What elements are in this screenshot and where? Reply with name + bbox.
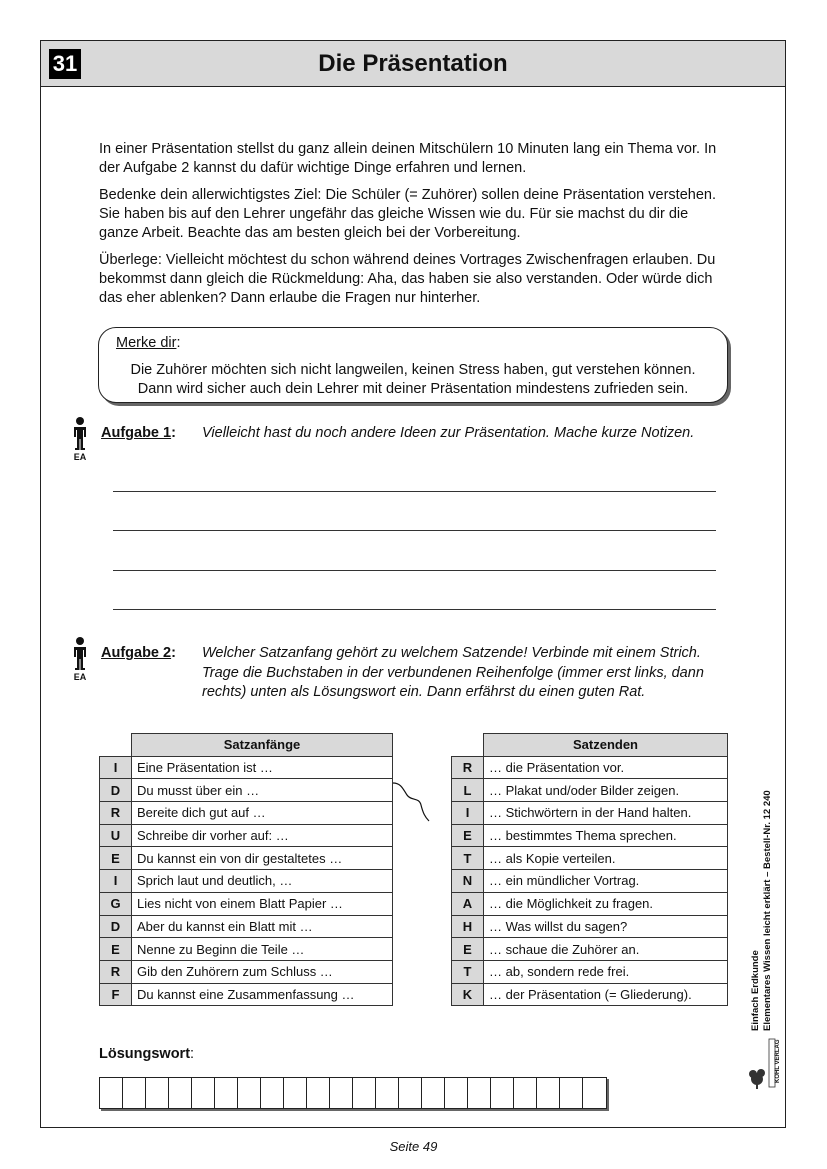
writing-line[interactable]: [113, 530, 716, 531]
table-row: [100, 983, 393, 1006]
row-text: Du musst über ein …: [132, 779, 393, 802]
solution-letter-box[interactable]: [238, 1078, 261, 1108]
solution-letter-box[interactable]: [192, 1078, 215, 1108]
table-row: [452, 960, 728, 983]
table-row: [100, 802, 393, 825]
intro-paragraph-1: In einer Präsentation stellst du ganz allein deinen Mitschülern 10 Minuten lang ein Thema vor. In der Aufgabe 2 kannst du dafür wichtige Dinge erfahren und lernen.: [99, 141, 717, 176]
row-text: Aber du kannst ein Blatt mit …: [132, 915, 393, 938]
table-row: [452, 847, 728, 870]
ea-badge: EA: [73, 672, 87, 682]
row-letter: I: [100, 870, 132, 893]
row-text: Schreibe dir vorher auf: …: [132, 824, 393, 847]
merke-colon: :: [176, 335, 181, 351]
row-text: … bestimmtes Thema sprechen.: [484, 824, 728, 847]
row-text: … ein mündlicher Vortrag.: [484, 870, 728, 893]
task2-label-colon: :: [171, 645, 176, 661]
row-text: Du kannst ein von dir gestaltetes …: [132, 847, 393, 870]
person-icon: [70, 636, 90, 682]
row-text: … Plakat und/oder Bilder zeigen.: [484, 779, 728, 802]
merke-heading: [116, 335, 180, 351]
solution-letter-box[interactable]: [261, 1078, 284, 1108]
side-line-2: Elementares Wissen leicht erklärt – Bestell-Nr. 12 240: [762, 790, 773, 1031]
solution-letter-box[interactable]: [560, 1078, 583, 1108]
row-text: Nenne zu Beginn die Teile …: [132, 938, 393, 961]
row-text: … als Kopie verteilen.: [484, 847, 728, 870]
solution-letter-box[interactable]: [100, 1078, 123, 1108]
table-header-row: [100, 734, 393, 757]
task2-text: Welcher Satzanfang gehört zu welchem Satzende! Verbinde mit einem Strich. Trage die Buchstaben in der verbundenen Reihenfolge (immer erst links, dann rechts) unten als Lösungswort ein. Dann erfährst du einen guten Rat.: [202, 645, 704, 700]
solution-boxes: [99, 1077, 607, 1109]
intro-paragraph-3: Überlege: Vielleicht möchtest du schon während deines Vortrages Zwischenfragen erlauben. Du bekommst dann gleich die Rückmeldung: Aha, das haben sie also verstanden. Oder würde dich das eher ablenken? Dann erlaube die Fragen nur hinterher.: [99, 252, 716, 306]
solution-letter-box[interactable]: [491, 1078, 514, 1108]
intro-paragraph-2: Bedenke dein allerwichtigstes Ziel: Die Schüler (= Zuhörer) sollen deine Präsentation verstehen. Sie haben bis auf den Lehrer ungefähr das gleiche Wissen wie du. Für sie machst du dir die ganze Arbeit. Beachte das am besten gleich bei der Vorbereitung.: [99, 187, 716, 241]
task1-text: Vielleicht hast du noch andere Ideen zur Präsentation. Mache kurze Notizen.: [202, 425, 695, 441]
solution-letter-box[interactable]: [537, 1078, 560, 1108]
page-footer: Seite 49: [389, 1139, 438, 1154]
row-text: … ab, sondern rede frei.: [484, 960, 728, 983]
solution-label-colon: :: [190, 1046, 195, 1062]
ea-badge: EA: [73, 452, 87, 462]
row-text: … Stichwörtern in der Hand halten.: [484, 802, 728, 825]
publisher-name: KOHL VERLAG: [775, 1039, 781, 1083]
tree-logo-icon: [745, 1035, 779, 1091]
row-text: … schaue die Zuhörer an.: [484, 938, 728, 961]
example-connection-line: [393, 779, 433, 824]
table-row: [452, 938, 728, 961]
row-text: Lies nicht von einem Blatt Papier …: [132, 892, 393, 915]
solution-letter-box[interactable]: [169, 1078, 192, 1108]
table-row: [452, 824, 728, 847]
table-row: [100, 824, 393, 847]
table-row: [100, 756, 393, 779]
row-letter: A: [452, 892, 484, 915]
table-header: Satzenden: [484, 734, 728, 757]
row-letter: L: [452, 779, 484, 802]
row-text: Eine Präsentation ist …: [132, 756, 393, 779]
table-row: [452, 779, 728, 802]
row-letter: E: [452, 824, 484, 847]
solution-letter-box[interactable]: [353, 1078, 376, 1108]
row-letter: K: [452, 983, 484, 1006]
task1-label-colon: :: [171, 425, 176, 441]
table-row: [452, 870, 728, 893]
publisher-logo: [745, 1035, 779, 1091]
table-row: [100, 847, 393, 870]
row-letter: I: [100, 756, 132, 779]
writing-line[interactable]: [113, 609, 716, 610]
table-row: [452, 892, 728, 915]
solution-letter-box[interactable]: [583, 1078, 606, 1108]
table-row: [452, 983, 728, 1006]
table-row: [452, 802, 728, 825]
table-row: [100, 870, 393, 893]
row-text: … die Präsentation vor.: [484, 756, 728, 779]
writing-line[interactable]: [113, 570, 716, 571]
table-row: [100, 915, 393, 938]
table-header: Satzanfänge: [132, 734, 393, 757]
merke-line-1: Die Zuhörer möchten sich nicht langweilen, keinen Stress haben, gut verstehen können.: [130, 362, 696, 378]
solution-label-text: Lösungswort: [99, 1046, 191, 1062]
row-text: … der Präsentation (= Gliederung).: [484, 983, 728, 1006]
solution-letter-box[interactable]: [146, 1078, 169, 1108]
task2-label-text: Aufgabe 2: [101, 645, 172, 661]
row-text: Gib den Zuhörern zum Schluss …: [132, 960, 393, 983]
row-letter: D: [100, 915, 132, 938]
solution-letter-box[interactable]: [468, 1078, 491, 1108]
merke-title: Merke dir: [116, 335, 177, 351]
row-text: Du kannst eine Zusammenfassung …: [132, 983, 393, 1006]
solution-letter-box[interactable]: [422, 1078, 445, 1108]
row-letter: E: [100, 938, 132, 961]
table-row: [452, 915, 728, 938]
side-line-1: Einfach Erdkunde: [750, 950, 761, 1031]
satzenden-table: [451, 733, 728, 1006]
row-letter: U: [100, 824, 132, 847]
task1-label: [101, 425, 176, 441]
table-header-row: [452, 734, 728, 757]
task1-label-text: Aufgabe 1: [101, 425, 172, 441]
worksheet-frame: [40, 40, 786, 1128]
solution-label: [99, 1046, 194, 1062]
row-letter: I: [452, 802, 484, 825]
table-row: [100, 779, 393, 802]
page-title: Die Präsentation: [318, 50, 508, 77]
table-row: [100, 960, 393, 983]
solution-letter-box[interactable]: [284, 1078, 307, 1108]
row-letter: T: [452, 847, 484, 870]
student-figure-icon: [70, 416, 90, 454]
row-letter: R: [100, 960, 132, 983]
row-letter: H: [452, 915, 484, 938]
satzanfaenge-table: [99, 733, 393, 1006]
row-letter: E: [100, 847, 132, 870]
person-icon: [70, 416, 90, 462]
row-letter: F: [100, 983, 132, 1006]
row-letter: E: [452, 938, 484, 961]
row-text: … die Möglichkeit zu fragen.: [484, 892, 728, 915]
merke-box: [98, 327, 728, 403]
row-letter: D: [100, 779, 132, 802]
row-text: Sprich laut und deutlich, …: [132, 870, 393, 893]
writing-line[interactable]: [113, 491, 716, 492]
row-letter: R: [100, 802, 132, 825]
solution-letter-box[interactable]: [445, 1078, 468, 1108]
page-number-badge: 31: [49, 49, 81, 79]
table-row: [100, 892, 393, 915]
solution-letter-box[interactable]: [215, 1078, 238, 1108]
task2-label: [101, 645, 176, 661]
row-letter: T: [452, 960, 484, 983]
merke-line-2: Dann wird sicher auch dein Lehrer mit deiner Präsentation mindestens zufrieden sein.: [137, 381, 689, 397]
merke-body: [99, 361, 727, 399]
row-letter: G: [100, 892, 132, 915]
solution-letter-box[interactable]: [399, 1078, 422, 1108]
table-row: [100, 938, 393, 961]
side-imprint: [750, 761, 774, 1031]
row-text: Bereite dich gut auf …: [132, 802, 393, 825]
solution-letter-box[interactable]: [307, 1078, 330, 1108]
row-letter: R: [452, 756, 484, 779]
row-letter: N: [452, 870, 484, 893]
student-figure-icon: [70, 636, 90, 674]
solution-letter-box[interactable]: [123, 1078, 146, 1108]
solution-letter-box[interactable]: [330, 1078, 353, 1108]
row-text: … Was willst du sagen?: [484, 915, 728, 938]
solution-letter-box[interactable]: [376, 1078, 399, 1108]
title-bar: [41, 41, 785, 87]
table-row: [452, 756, 728, 779]
solution-letter-box[interactable]: [514, 1078, 537, 1108]
